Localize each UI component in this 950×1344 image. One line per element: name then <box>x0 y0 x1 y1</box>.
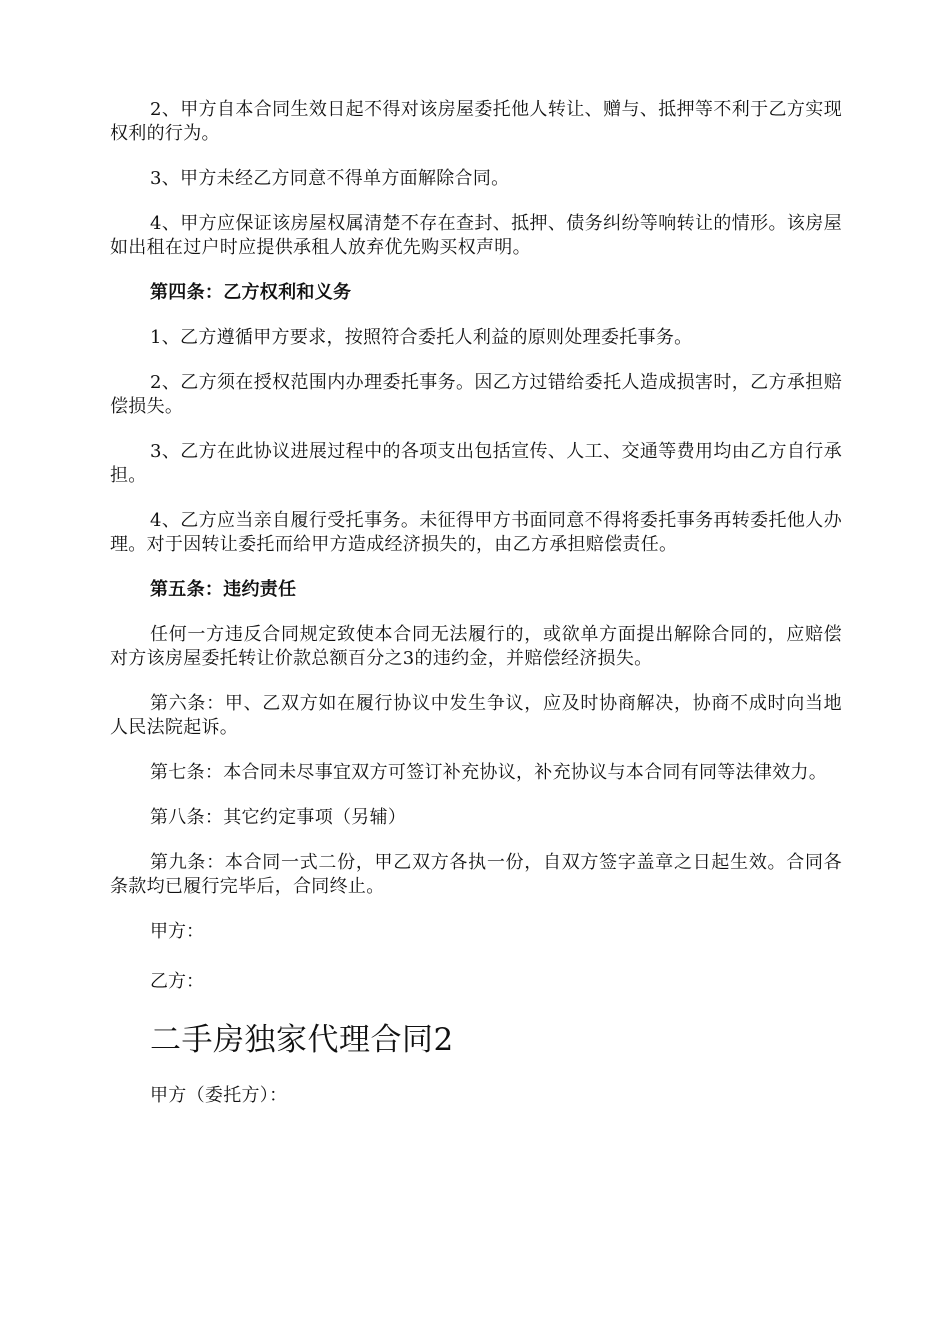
document-page <box>110 98 842 1129</box>
contract-2-title: 二手房独家代理合同2 <box>150 1022 454 1058</box>
party-b-signature-label: 乙方： <box>150 971 204 992</box>
article5-text: 任何一方违反合同规定致使本合同无法履行的，或欲单方面提出解除合同的，应赔偿对方该房屋委托转让价款总额百分之3的违约金，并赔偿经济损失。 <box>110 624 842 669</box>
party-a-signature-label: 甲方： <box>150 921 204 942</box>
article4-item-2: 2、乙方须在授权范围内办理委托事务。因乙方过错给委托人造成损害时，乙方承担赔偿损失。 <box>110 372 842 417</box>
article6-text: 第六条：甲、乙双方如在履行协议中发生争议，应及时协商解决，协商不成时向当地人民法院起诉。 <box>110 693 842 738</box>
article3-item-2: 2、甲方自本合同生效日起不得对该房屋委托他人转让、赠与、抵押等不利于乙方实现权利的行为。 <box>110 99 842 144</box>
article8-text: 第八条：其它约定事项（另辅） <box>150 807 407 828</box>
contract-2-party-a-line: 甲方（委托方）： <box>150 1085 288 1106</box>
article9-text: 第九条：本合同一式二份，甲乙双方各执一份，自双方签字盖章之日起生效。合同各条款均已履行完毕后，合同终止。 <box>110 852 842 897</box>
article4-item-4: 4、乙方应当亲自履行受托事务。未征得甲方书面同意不得将委托事务再转委托他人办理。对于因转让委托而给甲方造成经济损失的，由乙方承担赔偿责任。 <box>110 510 842 555</box>
article3-item-3: 3、甲方未经乙方同意不得单方面解除合同。 <box>150 168 510 189</box>
article5-heading: 第五条：违约责任 <box>150 579 297 600</box>
article3-item-4: 4、甲方应保证该房屋权属清楚不存在查封、抵押、债务纠纷等响转让的情形。该房屋如出租在过户时应提供承租人放弃优先购买权声明。 <box>110 213 842 258</box>
article4-heading: 第四条：乙方权利和义务 <box>150 282 352 303</box>
article7-text: 第七条：本合同未尽事宜双方可签订补充协议，补充协议与本合同有同等法律效力。 <box>150 762 828 783</box>
article4-item-3: 3、乙方在此协议进展过程中的各项支出包括宣传、人工、交通等费用均由乙方自行承担。 <box>110 441 842 486</box>
article4-item-1: 1、乙方遵循甲方要求，按照符合委托人利益的原则处理委托事务。 <box>150 327 693 348</box>
